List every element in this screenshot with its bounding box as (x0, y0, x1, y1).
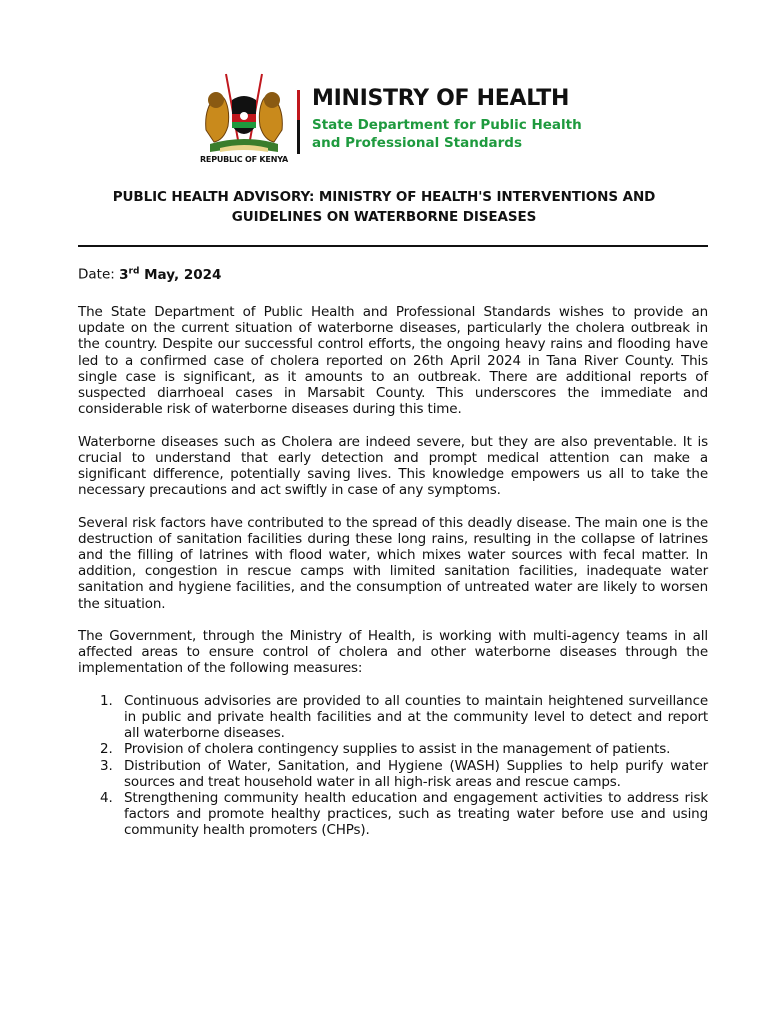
list-item (78, 741, 708, 757)
department-name (312, 116, 612, 152)
divider-black (297, 120, 300, 154)
list-item-number: 2. (100, 741, 113, 758)
list-item-number: 1. (100, 692, 113, 709)
paragraph-situation: The State Department of Public Health and Professional Standards wishes to provide an update on the current situation of waterborne diseases, particularly the cholera outbreak in the country. Despite our successful control efforts, the ongoing heavy rains and flooding have led to a confirmed case of cholera reported on 26th April 2024 in Tana River County. This single case is significant, as it amounts to an outbreak. There are additional reports of suspected diarrhoeal cases in Marsabit County. This underscores the immediate and considerable risk of waterborne diseases during this time. (78, 304, 708, 418)
date-day: 3 (119, 266, 129, 283)
list-item-text: Strengthening community health education and engagement activities to address risk factors and promote healthy practices, such as treating water before use and using community health promoters (CHPs). (124, 790, 708, 839)
measures-list (78, 693, 708, 839)
list-item (78, 693, 708, 742)
list-item-text: Distribution of Water, Sanitation, and Hygiene (WASH) Supplies to help purify water sources and treat household water in all high-risk areas and rescue camps. (124, 757, 708, 790)
list-item-number: 3. (100, 757, 113, 774)
list-item-text: Continuous advisories are provided to all counties to maintain heightened surveillance in public and private health facilities and at the community level to detect and report all waterborne diseases. (124, 692, 708, 742)
paragraph-government-measures: The Government, through the Ministry of Health, is working with multi-agency teams in all affected areas to ensure control of cholera and other waterborne diseases through the implementation of the following measures: (78, 628, 708, 677)
letterhead (196, 70, 616, 170)
list-item (78, 790, 708, 839)
date-month-year: May, 2024 (139, 266, 222, 283)
list-item (78, 758, 708, 790)
ministry-title: MINISTRY OF HEALTH (312, 86, 570, 111)
divider-red (297, 90, 300, 120)
kenya-coat-of-arms-icon (196, 70, 292, 166)
date-value (119, 267, 221, 283)
horizontal-rule (78, 245, 708, 247)
advisory-title-line-1: PUBLIC HEALTH ADVISORY: MINISTRY OF HEALTH'S INTERVENTIONS AND (112, 189, 656, 205)
advisory-title-line-2: GUIDELINES ON WATERBORNE DISEASES (231, 209, 537, 225)
list-item-text: Provision of cholera contingency supplies to assist in the management of patients. (124, 741, 671, 758)
date-label: Date: (78, 266, 120, 283)
paragraph-prevention: Waterborne diseases such as Cholera are indeed severe, but they are also preventable. It is crucial to understand that early detection and prompt medical attention can make a significant difference, potentially saving lives. This knowledge empowers us all to take the necessary precautions and act swiftly in case of any symptoms. (78, 433, 708, 499)
date-line (78, 266, 221, 283)
crest-caption: REPUBLIC OF KENYA (199, 155, 289, 164)
advisory-body (78, 304, 708, 839)
list-item-number: 4. (100, 790, 113, 807)
paragraph-risk-factors: Several risk factors have contributed to the spread of this deadly disease. The main one is the destruction of sanitation facilities during these long rains, resulting in the collapse of latrines and the filling of latrines with flood water, which mixes water sources with fecal matter. In addition, congestion in rescue camps with limited sanitation facilities, inadequate water sanitation and hygiene facilities, and the consumption of untreated water are likely to worsen the situation. (78, 514, 708, 612)
advisory-title (90, 187, 678, 227)
department-line-1: State Department for Public Health (312, 117, 582, 133)
department-line-2: and Professional Standards (312, 135, 522, 151)
date-suffix: rd (128, 266, 140, 276)
